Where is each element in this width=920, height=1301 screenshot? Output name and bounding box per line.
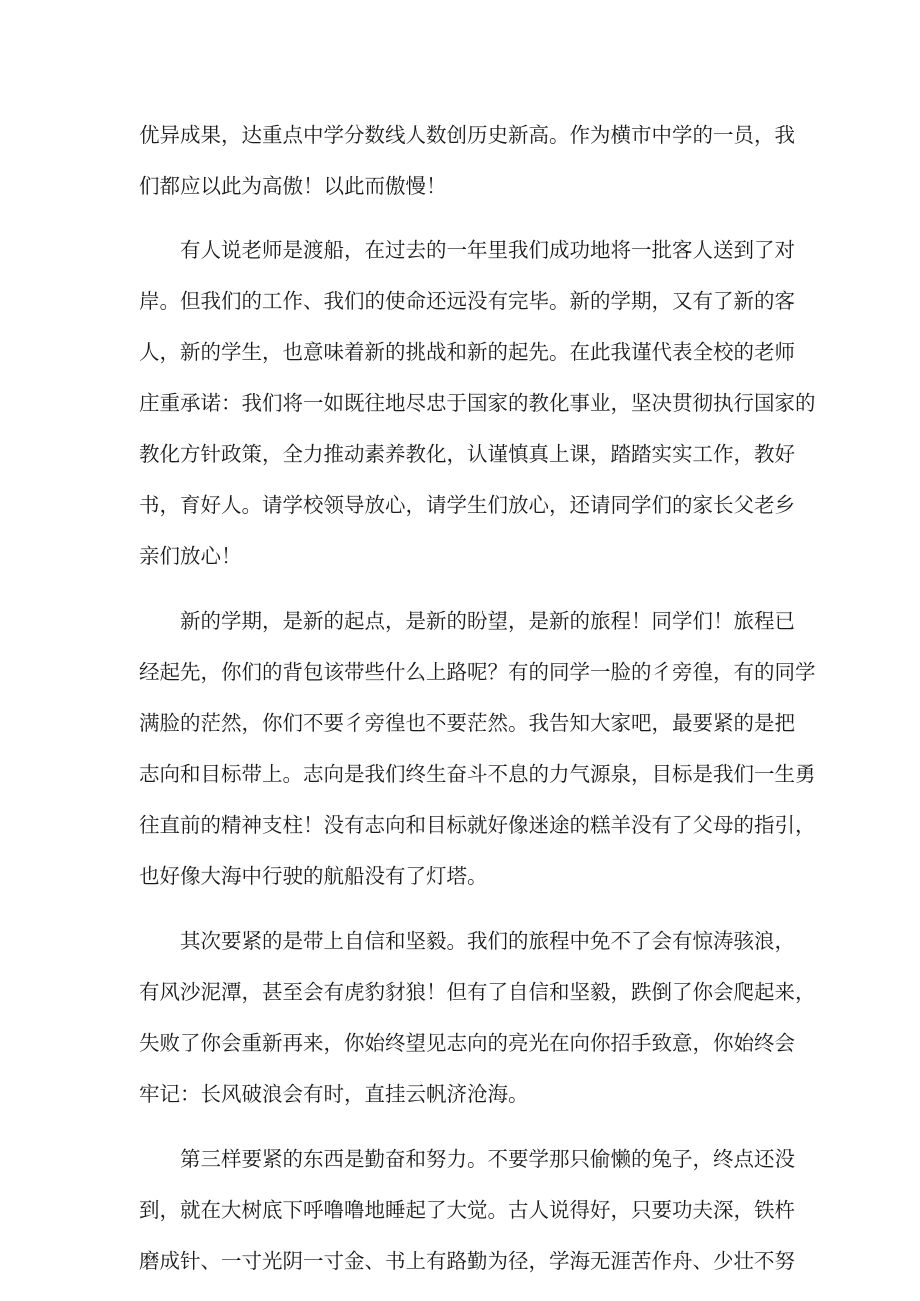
text-line: 到，就在大树底下呼噜噜地睡起了大觉。古人说得好，只要功夫深，铁杵 [139,1198,795,1222]
text-line: 经起先，你们的背包该带些什么上路呢？有的同学一脸的彳旁徨，有的同学 [139,660,816,684]
text-line: 亲们放心！ [139,544,242,568]
text-line: 书，育好人。请学校领导放心，请学生们放心，还请同学们的家长父老乡 [139,493,795,517]
text-line: 们都应以此为高傲！以此而傲慢！ [139,174,447,198]
text-line: 牢记：长风破浪会有时，直挂云帆济沧海。 [139,1082,529,1106]
text-line: 往直前的精神支柱！没有志向和目标就好像迷途的糕羊没有了父母的指引， [139,813,816,837]
text-line: 失败了你会重新再来，你始终望见志向的亮光在向你招手致意，你始终会 [139,1031,795,1055]
paragraph-start-line: 新的学期，是新的起点，是新的盼望，是新的旅程！同学们！旅程已 [180,609,795,633]
text-line: 志向和目标带上。志向是我们终生奋斗不息的力气源泉，目标是我们一生勇 [139,762,816,786]
paragraph-start-line: 第三样要紧的东西是勤奋和努力。不要学那只偷懒的兔子，终点还没 [180,1147,795,1171]
text-line: 庄重承诺：我们将一如既往地尽忠于国家的教化事业，坚决贯彻执行国家的 [139,391,816,415]
text-line: 磨成针、一寸光阴一寸金、书上有路勤为径，学海无涯苦作舟、少壮不努 [139,1249,795,1273]
text-line: 也好像大海中行驶的航船没有了灯塔。 [139,864,488,888]
paragraph-start-line: 其次要紧的是带上自信和坚毅。我们的旅程中免不了会有惊涛骇浪， [180,929,795,953]
text-line: 人，新的学生，也意味着新的挑战和新的起先。在此我谨代表全校的老师 [139,340,795,364]
text-line: 优异成果，达重点中学分数线人数创历史新高。作为横市中学的一员，我 [139,123,795,147]
text-line: 教化方针政策，全力推动素养教化，认谨慎真上课，踏踏实实工作，教好 [139,442,795,466]
paragraph-start-line: 有人说老师是渡船，在过去的一年里我们成功地将一批客人送到了对 [180,238,795,262]
text-line: 岸。但我们的工作、我们的使命还远没有完毕。新的学期，又有了新的客 [139,289,795,313]
text-line: 满脸的茫然，你们不要彳旁徨也不要茫然。我告知大家吧，最要紧的是把 [139,711,795,735]
text-line: 有风沙泥潭，甚至会有虎豹豺狼！但有了自信和坚毅，跌倒了你会爬起来， [139,980,816,1004]
